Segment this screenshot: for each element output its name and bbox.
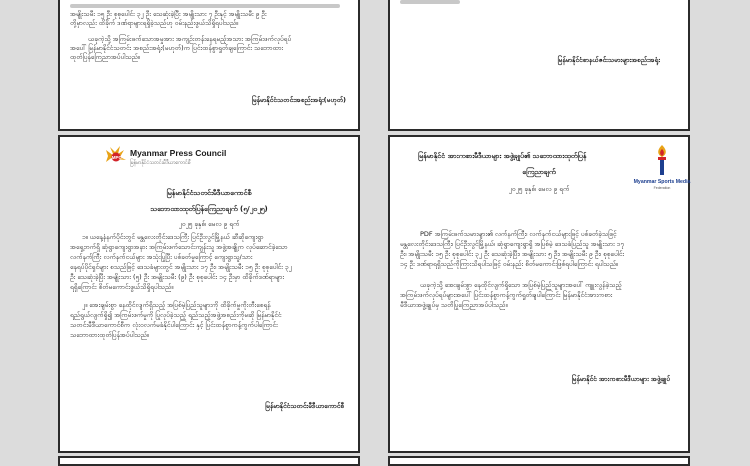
paragraph-line: မီဒီယာအဖွဲ့ချုပ်မှ သတိပြုကြေညာအပ်ပါသည်။ [400,301,508,309]
paragraph-line: အရှေ့ဘက်ရှိ ဆုံရွာကျေးရွာအနား အကြမ်းဖက်သောင်းကျန်းသူ အဖွဲ့အချို့က လုပ်ဆောင်ခဲ့သော [70,243,288,251]
paragraph-line: အကြမ်းဖက်လုပ်ရပ်များအပေါ် ပြင်းထန်စွာကန့်ကွက်ရှုတ်ချပါကြောင်း မြန်မာနိုင်ငံအားကစား [400,291,613,299]
logo-subtext: မြန်မာနိုင်ငံသတင်းမီဒီယာကောင်စီ [130,160,191,166]
svg-text:MPC: MPC [111,155,122,160]
paragraph-line: မန္တလေးတိုင်းဒေသကြီး၊ ပြင်ဦးလွင်မြို့နယ်၊ ဆုံရွာကျေးရွာရှိ အပြစ်မဲ့ ဒေသခံပြည်သူ အမျိုးသား ၁၇ [400,240,624,248]
logo-subtext: Federation [653,186,671,190]
logo-text: Myanmar Sports Media [633,179,691,185]
cropped-text-line [400,0,460,4]
statement-card-next-left [58,456,360,466]
paragraph-line: ရရှိကြောင်း စိတ်မကောင်းဖွယ်သိရှိရပါသည်။ [70,283,174,291]
paragraph-line: နေရပ်ပိုင်ရှင်များ စသည်ဖြင့် ဒေသခံများတွင် အမျိုးသား ၁၇ ဦး၊ အမျိုးသမီး ၁၅ ဦး စုစုပေါင်း ၃၂ [70,263,292,271]
signature: မြန်မာနိုင်ငံ အားကစားမီဒီယာများ အဖွဲ့ချုပ် [571,375,670,383]
statement-date: ၂၀၂၅ ခုနှစ်၊ မေလ ၉ ရက် [508,185,570,193]
paragraph-line: လက်နက်ကြီး လက်နက်ငယ်များ အသုံးပြုပြီး ပစ်ခတ်မှုကြောင့် ကျေးရွာသူ/သား [70,253,253,261]
press-council-emblem-icon [106,146,126,162]
signature: မြန်မာနိုင်ငံသတင်းအစည်းအရုံး(မဟုတ်) [251,96,346,104]
statement-card-top-right [388,0,690,131]
body-line: အပေါ် မြန်မာနိုင်ငံသတင်း အစည်းအရုံး(မဟုတ်)က ပြင်းထန်စွာရှုတ်ချကြောင်း သဘောထား [70,44,284,52]
statement-card-top-left [58,0,360,131]
paragraph-line: PDF အကြမ်းဖက်သမားများ၏ လက်နက်ကြီး၊ လက်နက်ငယ်များဖြင့် ပစ်ခတ်ခဲ့သဖြင့် [420,230,617,238]
press-council-logo [104,144,264,168]
signature: မြန်မာနိုင်ငံသတင်းမီဒီယာကောင်စီ [265,402,344,410]
logo-text: Myanmar Press Council [130,148,227,158]
paragraph-line: သတင်းမီဒီယာကောင်စီက လုံးဝလက်မခံနိုင်ပါကြောင်း နှင့် ပြင်းထန်စွာကန့်ကွက်ပါကြောင်း [70,321,278,329]
body-line: တို့မှာလည်း ထိခိုက် ဒဏ်ရာများရရှိခဲ့သည်ဟု ဝမ်းနည်းဖွယ်သိရှိရပါသည်။ [70,19,239,27]
statement-issuer: မြန်မာနိုင်ငံသတင်းမီဒီယာကောင်စီ [166,189,252,197]
paragraph-line: သဘောထားထုတ်ပြန်အပ်ပါသည်။ [70,331,149,339]
paragraph-line: ယခုကဲ့သို့ အေးချမ်းစွာ နေထိုင်လျက်ရှိသော အပြစ်မဲ့ပြည်သူများအပေါ် ကျူးလွန်ခဲ့သည့် [420,281,622,289]
statement-date: ၂၀၂၅ ခုနှစ်၊ မေလ ၉ ရက် [178,220,240,228]
statement-card-press-council [58,135,360,453]
body-line: ထုတ်ပြန်ကြေညာအပ်ပါသည်။ [70,53,140,61]
statement-title: ကြေညာချက် [522,168,556,176]
body-line: အမျိုးသမီး ၁၅ ဦး စုစုပေါင်း ၃၂ ဦး သေဆုံးခဲ့ပြီး အမျိုးသား ၇ ဦးနှင့် အမျိုးသမီး ၉ ဦး [70,10,267,18]
cropped-text-line [70,4,340,8]
statement-card-next-right [388,456,690,466]
paragraph-line: ၂။ အေးချမ်းစွာ နေထိုင်လျက်ရှိသည့် အပြစ်မဲ့ပြည်သူများကို ထိခိုက်မှုကိုးတီးစေရန် [82,301,271,309]
statement-title: သဘောထားထုတ်ပြန်ကြေညာချက် (၅/၂၀၂၅) [150,205,268,213]
paragraph-line: ဦး သေဆုံးခဲ့ပြီး အမျိုးသား (၅) ဦး အမျိုးသမီး (၉) ဦး စုစုပေါင်း ၁၄ ဦးမှာ ထိခိုက်ဒဏ်ရာများ [70,273,284,281]
signature: မြန်မာနိုင်ငံစာနယ်ဇင်းသမားများအစည်းအရုံး [557,56,660,64]
statement-title: မြန်မာနိုင်ငံ အားကစားမီဒီယာများ အဖွဲ့ချုပ်၏ သဘောထားထုတ်ပြန် [418,152,587,160]
paragraph-line: ၁။ ယနေ့နံနက်ပိုင်းတွင် မန္တလေးတိုင်းဒေသကြီး ပြင်ဦးလွင်မြို့နယ် ဆီဆိုကျေးရွာ [82,233,264,241]
paragraph-line: ရည်ရွယ်လျက်ရှိ၍ အကြမ်းဖက်မှုကို ပြုလုပ်ခဲ့သည့် ရည်သည့်အဖွဲ့အစည်းကိုမဆို မြန်မာနိုင်ငံ [70,311,282,319]
paragraph-line: ဦး၊ အမျိုးသမီး ၁၅ ဦး စုစုပေါင်း ၃၂ ဦး သေဆုံးခဲ့ပြီး၊ အမျိုးသား ၅ ဦး၊ အမျိုးသမီး ၉ ဦး၊ စုစုပေါင်း [400,250,625,258]
paragraph-line: ၁၄ ဦး ဒဏ်ရာရရှိသည်ကိုကြားသိရပါသဖြင့် ဝမ်းနည်း စိတ်မကောင်းဖြစ်ရပါကြောင်း ရပါသည်။ [400,260,618,268]
body-line: ယခုကဲ့သို့ အကြမ်းဖက်သောအမှုအား အကျဉ်းတန်းနေရမည့်အသား အကြမ်းဖက်လုပ်ရပ် [88,35,292,43]
statement-card-sports-media [388,135,690,453]
